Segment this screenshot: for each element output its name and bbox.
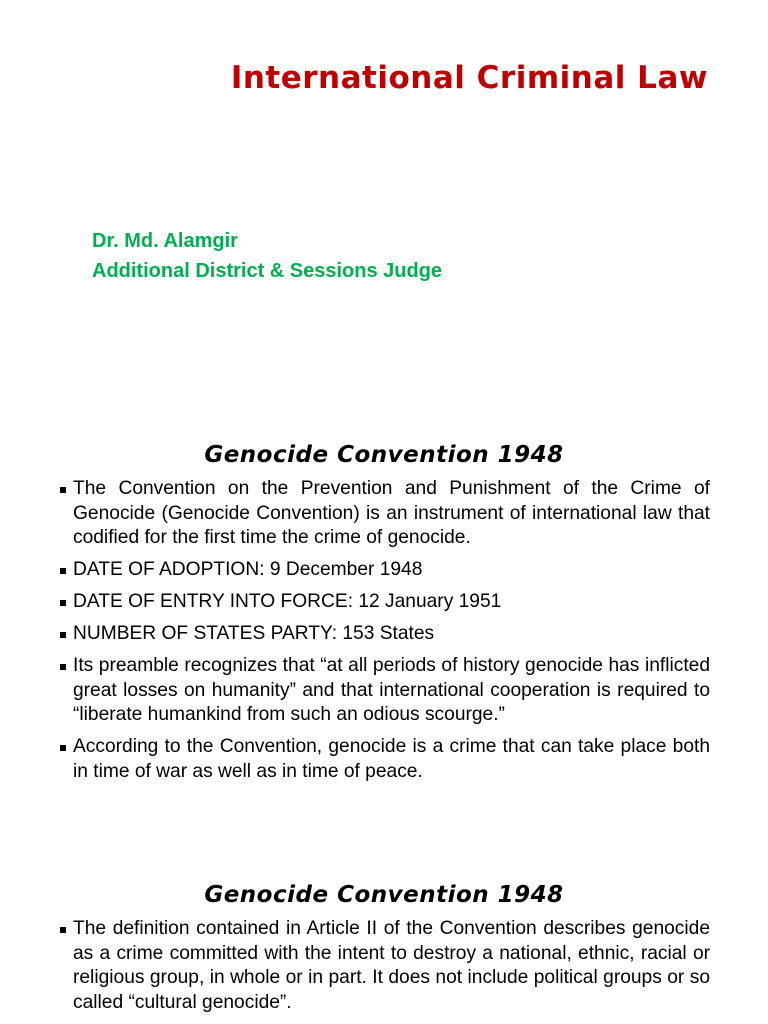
bullet-item (58, 590, 710, 615)
bullet-item (58, 735, 710, 784)
bullet-text: The definition contained in Article II of the Convention describes genocide as a crime committed with the intent to destroy a national, ethnic, racial or religious group, in whole or in part. It does not include political groups or so called “cultural genocide”. (73, 918, 710, 1013)
bullet-text: According to the Convention, genocide is a crime that can take place both in time of war as well as in time of peace. (73, 736, 710, 782)
bullet-text: The Convention on the Prevention and Punishment of the Crime of Genocide (Genocide Convention) is an instrument of international law that codified for the first time the crime of genocide. (73, 478, 710, 548)
bullet-text: Its preamble recognizes that “at all periods of history genocide has inflicted great losses on humanity” and that international cooperation is required to “liberate humankind from such an odious scourge.” (73, 655, 710, 725)
genocide-convention-slide-1 (0, 420, 768, 860)
square-bullet-icon (60, 568, 66, 574)
square-bullet-icon (60, 927, 66, 933)
slide-heading: Genocide Convention 1948 (204, 882, 564, 908)
author-role: Additional District & Sessions Judge (92, 260, 443, 282)
bullet-text: DATE OF ADOPTION: 9 December 1948 (73, 559, 423, 580)
main-title: International Criminal Law (230, 60, 708, 96)
bullet-item (58, 654, 710, 728)
bullet-text: DATE OF ENTRY INTO FORCE: 12 January 1951 (73, 591, 502, 612)
author-name: Dr. Md. Alamgir (92, 230, 238, 252)
bullet-list (58, 917, 710, 1023)
author-block (92, 226, 442, 286)
square-bullet-icon (60, 664, 66, 670)
bullet-item (58, 622, 710, 647)
bullet-item (58, 477, 710, 551)
square-bullet-icon (60, 487, 66, 493)
title-slide (0, 0, 768, 420)
slide-heading: Genocide Convention 1948 (204, 442, 564, 468)
square-bullet-icon (60, 632, 66, 638)
bullet-list (58, 477, 710, 792)
bullet-item (58, 917, 710, 1015)
square-bullet-icon (60, 600, 66, 606)
square-bullet-icon (60, 745, 66, 751)
genocide-convention-slide-2 (0, 860, 768, 1024)
bullet-item (58, 558, 710, 583)
bullet-text: NUMBER OF STATES PARTY: 153 States (73, 623, 435, 644)
